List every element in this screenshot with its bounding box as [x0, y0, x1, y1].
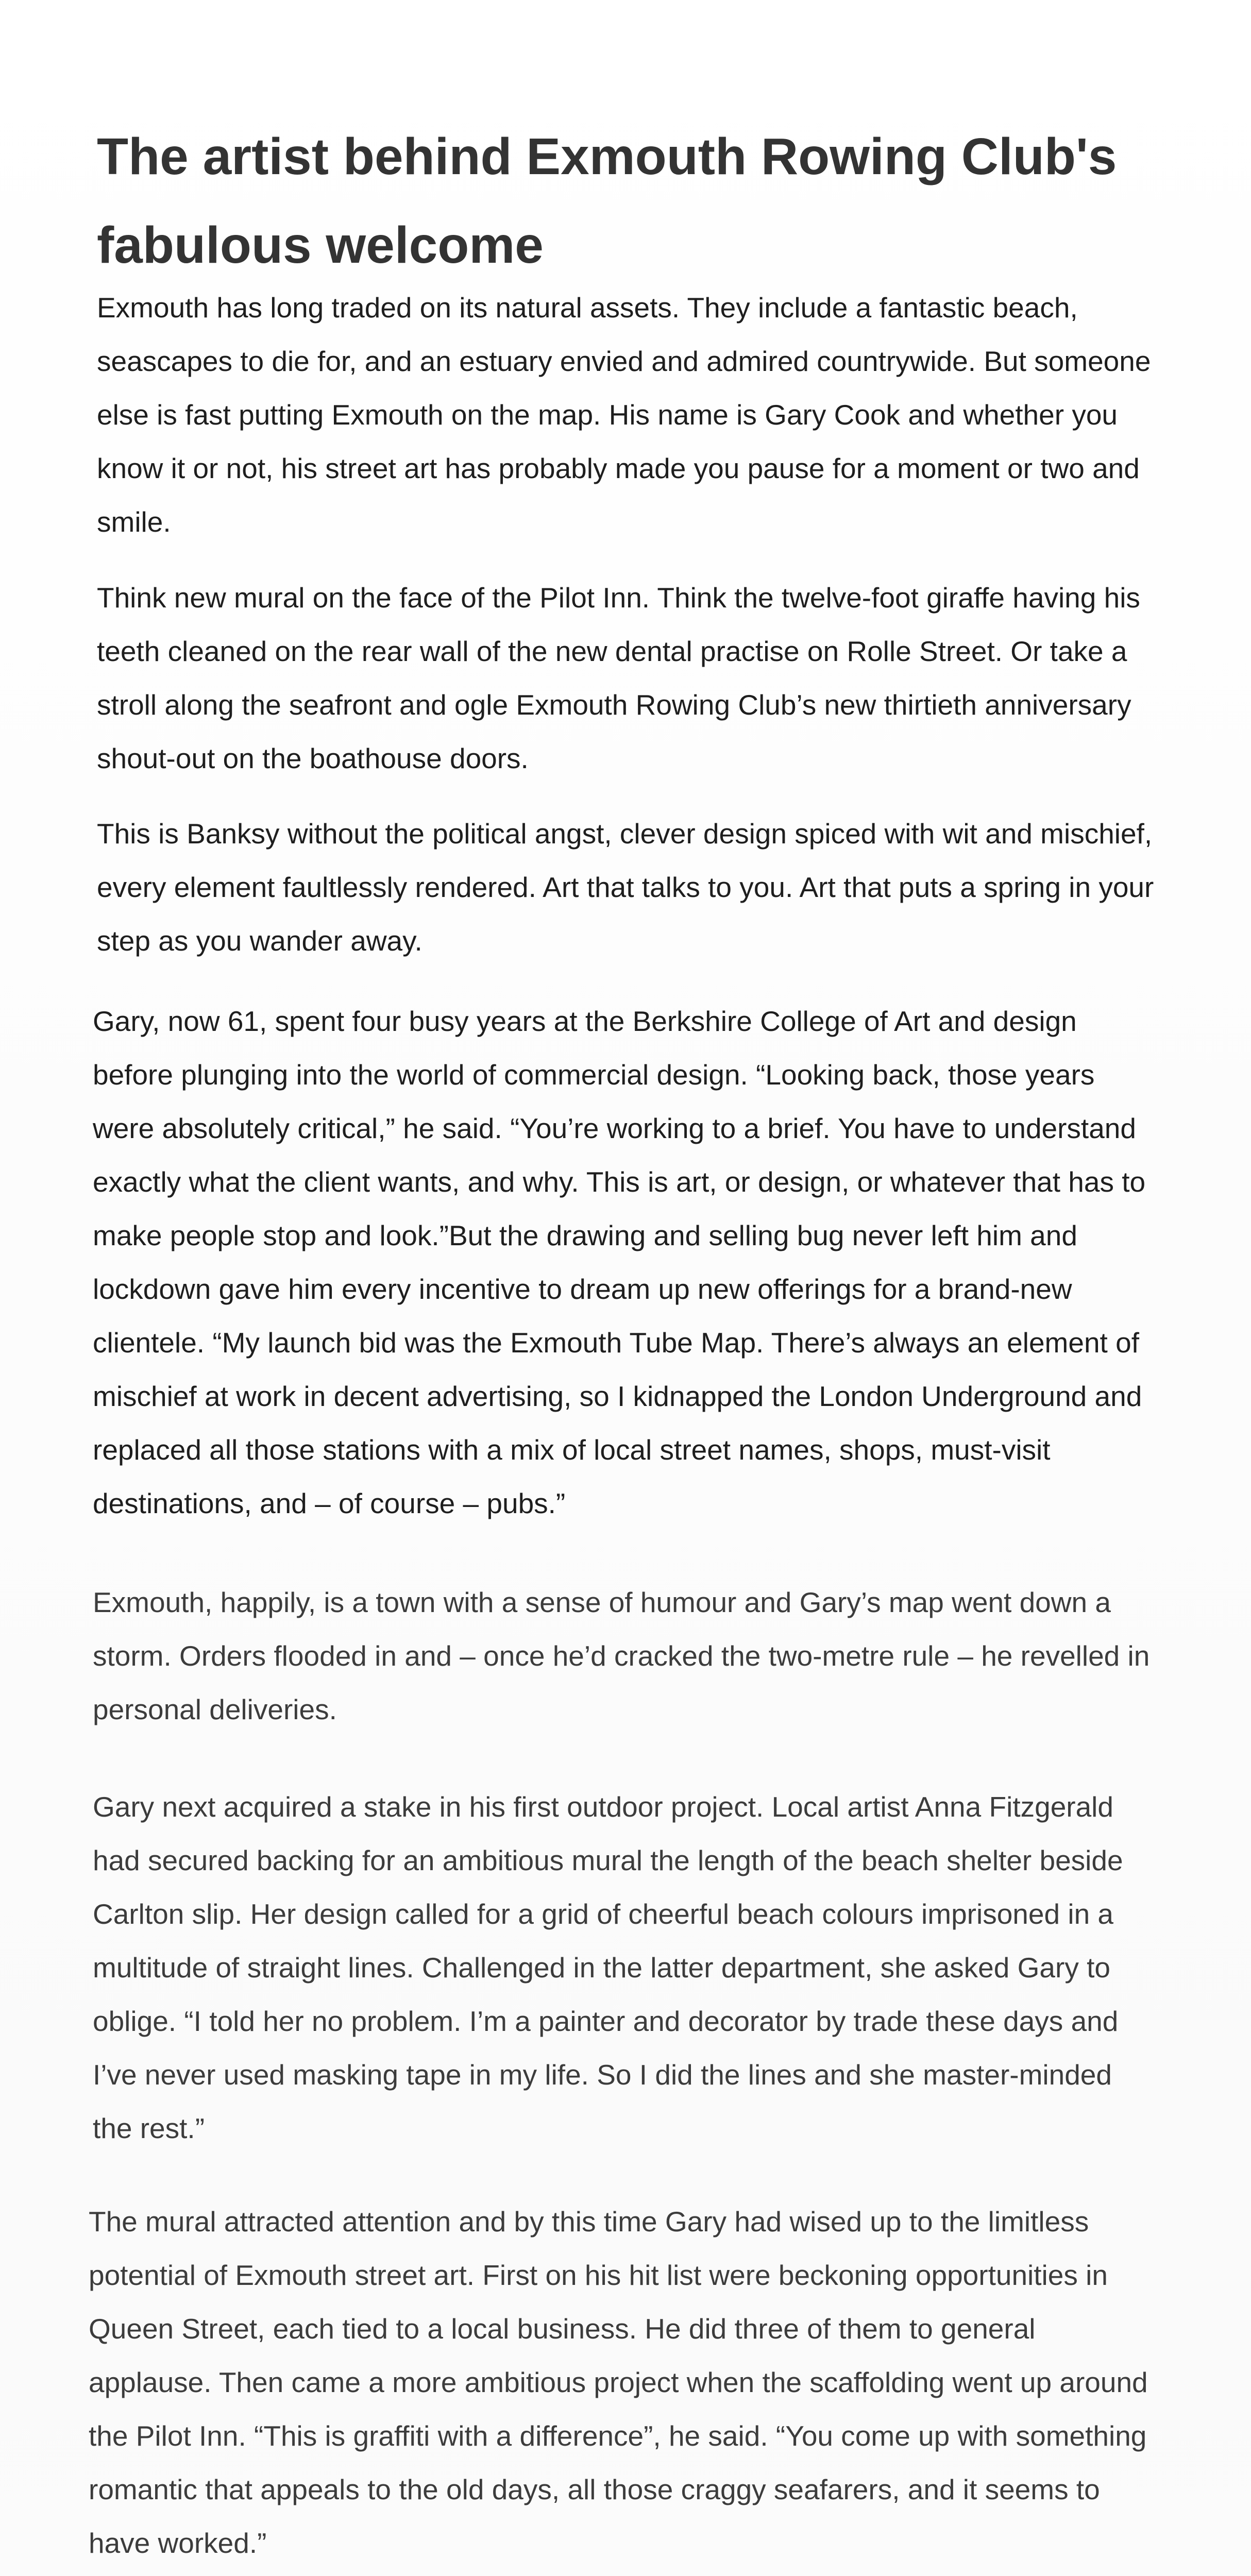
article-paragraph: Gary, now 61, spent four busy years at the Berkshire College of Art and design before plunging into the world of commercial design. “Looking back, those years were absolutely critical,” he said. “You’re working to a brief. You have to understand exactly what the client wants, and why. This is art, or design, or whatever that has to make people stop and look.”But the drawing and selling bug never left him and lockdown gave him every incentive to dream up new offerings for a brand-new clientele. “My launch bid was the Exmouth Tube Map. There’s always an element of mischief at work in decent advertising, so I kidnapped the London Underground and replaced all those stations with a mix of local street names, shops, must-visit destinations, and – of course – pubs.” [93, 1005, 1146, 1519]
article-paragraph: Exmouth has long traded on its natural assets. They include a fantastic beach, seascapes to die for, and an estuary envied and admired countrywide. But someone else is fast putting Exmouth on the map. His name is Gary Cook and whether you know it or not, his street art has probably made you pause for a moment or two and smile. [97, 292, 1151, 538]
article-paragraph: Gary next acquired a stake in his first outdoor project. Local artist Anna Fitzgerald had secured backing for an ambitious mural the length of the beach shelter beside Carlton slip. Her design called for a grid of cheerful beach colours imprisoned in a multitude of straight lines. Challenged in the latter department, she asked Gary to oblige. “I told her no problem. I’m a painter and decorator by trade these days and I’ve never used masking tape in my life. So I did the lines and she master-minded the rest.” [93, 1791, 1123, 2144]
article-title: The artist behind Exmouth Rowing Club's fabulous welcome [97, 128, 1117, 274]
article-paragraph: This is Banksy without the political angst, clever design spiced with wit and mischief, every element faultlessly rendered. Art that talks to you. Art that puts a spring in your step as you wander away. [97, 818, 1154, 957]
article-paragraph: The mural attracted attention and by this time Gary had wised up to the limitless potential of Exmouth street art. First on his hit list were beckoning opportunities in Queen Street, each tied to a local business. He did three of them to general applause. Then came a more ambitious project when the scaffolding went up around the Pilot Inn. “This is graffiti with a difference”, he said. “You come up with something romantic that appeals to the old days, all those craggy seafarers, and it seems to have worked.” [89, 2206, 1148, 2559]
article-paragraph: Think new mural on the face of the Pilot Inn. Think the twelve-foot giraffe having his teeth cleaned on the rear wall of the new dental practise on Rolle Street. Or take a stroll along the seafront and ogle Exmouth Rowing Club’s new thirtieth anniversary shout-out on the boathouse doors. [97, 582, 1140, 774]
article-paragraph: Exmouth, happily, is a town with a sense of humour and Gary’s map went down a storm. Orders flooded in and – once he’d cracked the two-metre rule – he revelled in personal deliveries. [93, 1586, 1150, 1725]
